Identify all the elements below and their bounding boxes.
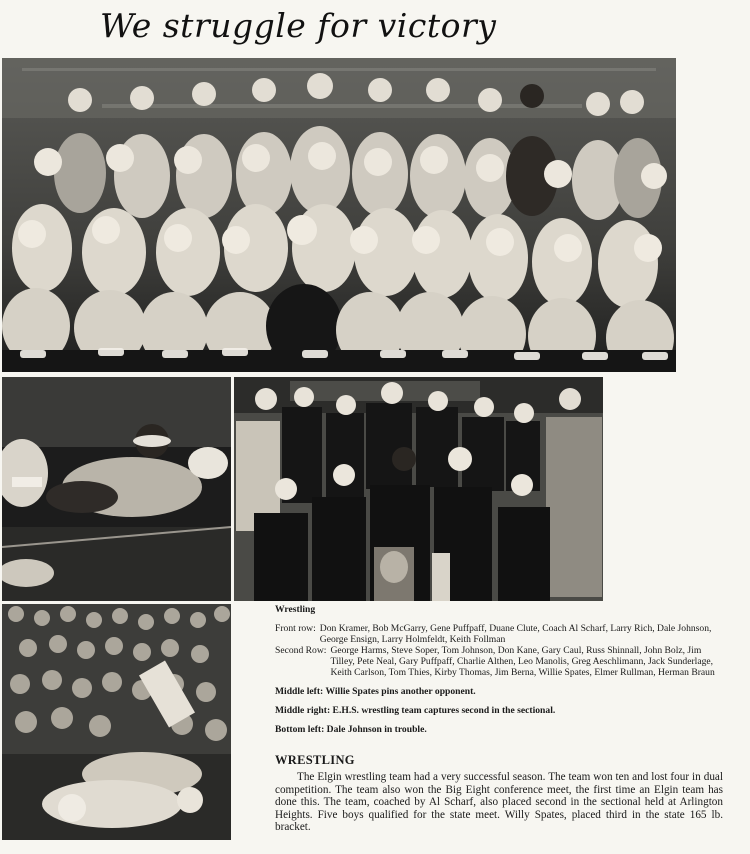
team-photo-top: [2, 58, 676, 372]
crowd-match-drawing: [2, 604, 231, 840]
photo-middle-right: [234, 377, 603, 601]
article-body: The Elgin wrestling team had a very successful season. The team won ten and lost four in dual competition. The team also won the Big Eight conference meet, the first time an Elgin team has done this. The team, coached by Al Scharf, also placed second in the sectional held at Arlington Heights. Five boys qualified for the state meet. Willy Spates, placed third in the state 165 lb. bracket.: [275, 771, 723, 833]
front-row-label: Front row:: [275, 623, 316, 634]
caption-middle-right: Middle right: E.H.S. wrestling team captures second in the sectional.: [275, 705, 556, 716]
photo-middle-left: [2, 377, 231, 601]
caption-heading: Wrestling: [275, 604, 316, 615]
caption-second-row: [275, 645, 715, 678]
photo-bottom-left: [2, 604, 231, 840]
second-row-names: George Harms, Steve Soper, Tom Johnson, Don Kane, Gary Caul, Russ Shinnall, John Bolz, Jim Tilley, Pete Neal, Gary Puffpaff, Charlie Althen, Leo Manolis, Greg Aeschlimann, Jack Sunderlage, Keith Carlson, Tom Thies, Kirby Thomas, Jim Berna, Willie Spates, Elmer Rullman, Herman Braun: [330, 645, 715, 678]
caption-middle-left: Middle left: Willie Spates pins another opponent.: [275, 686, 476, 697]
caption-front-row: [275, 623, 715, 645]
photo-captions: [275, 604, 715, 735]
second-row-label: Second Row:: [275, 645, 327, 656]
team-photo-drawing: [2, 58, 676, 372]
front-row-names: Don Kramer, Bob McGarry, Gene Puffpaff, Duane Clute, Coach Al Scharf, Larry Rich, Dale Johnson, George Ensign, Larry Holmfeldt, Keith Follman: [319, 623, 712, 645]
sectional-team-drawing: [234, 377, 603, 601]
pin-photo-drawing: [2, 377, 231, 601]
caption-bottom-left: Bottom left: Dale Johnson in trouble.: [275, 724, 427, 735]
article-heading: WRESTLING: [275, 753, 355, 767]
page-headline: We struggle for victory: [100, 6, 497, 45]
